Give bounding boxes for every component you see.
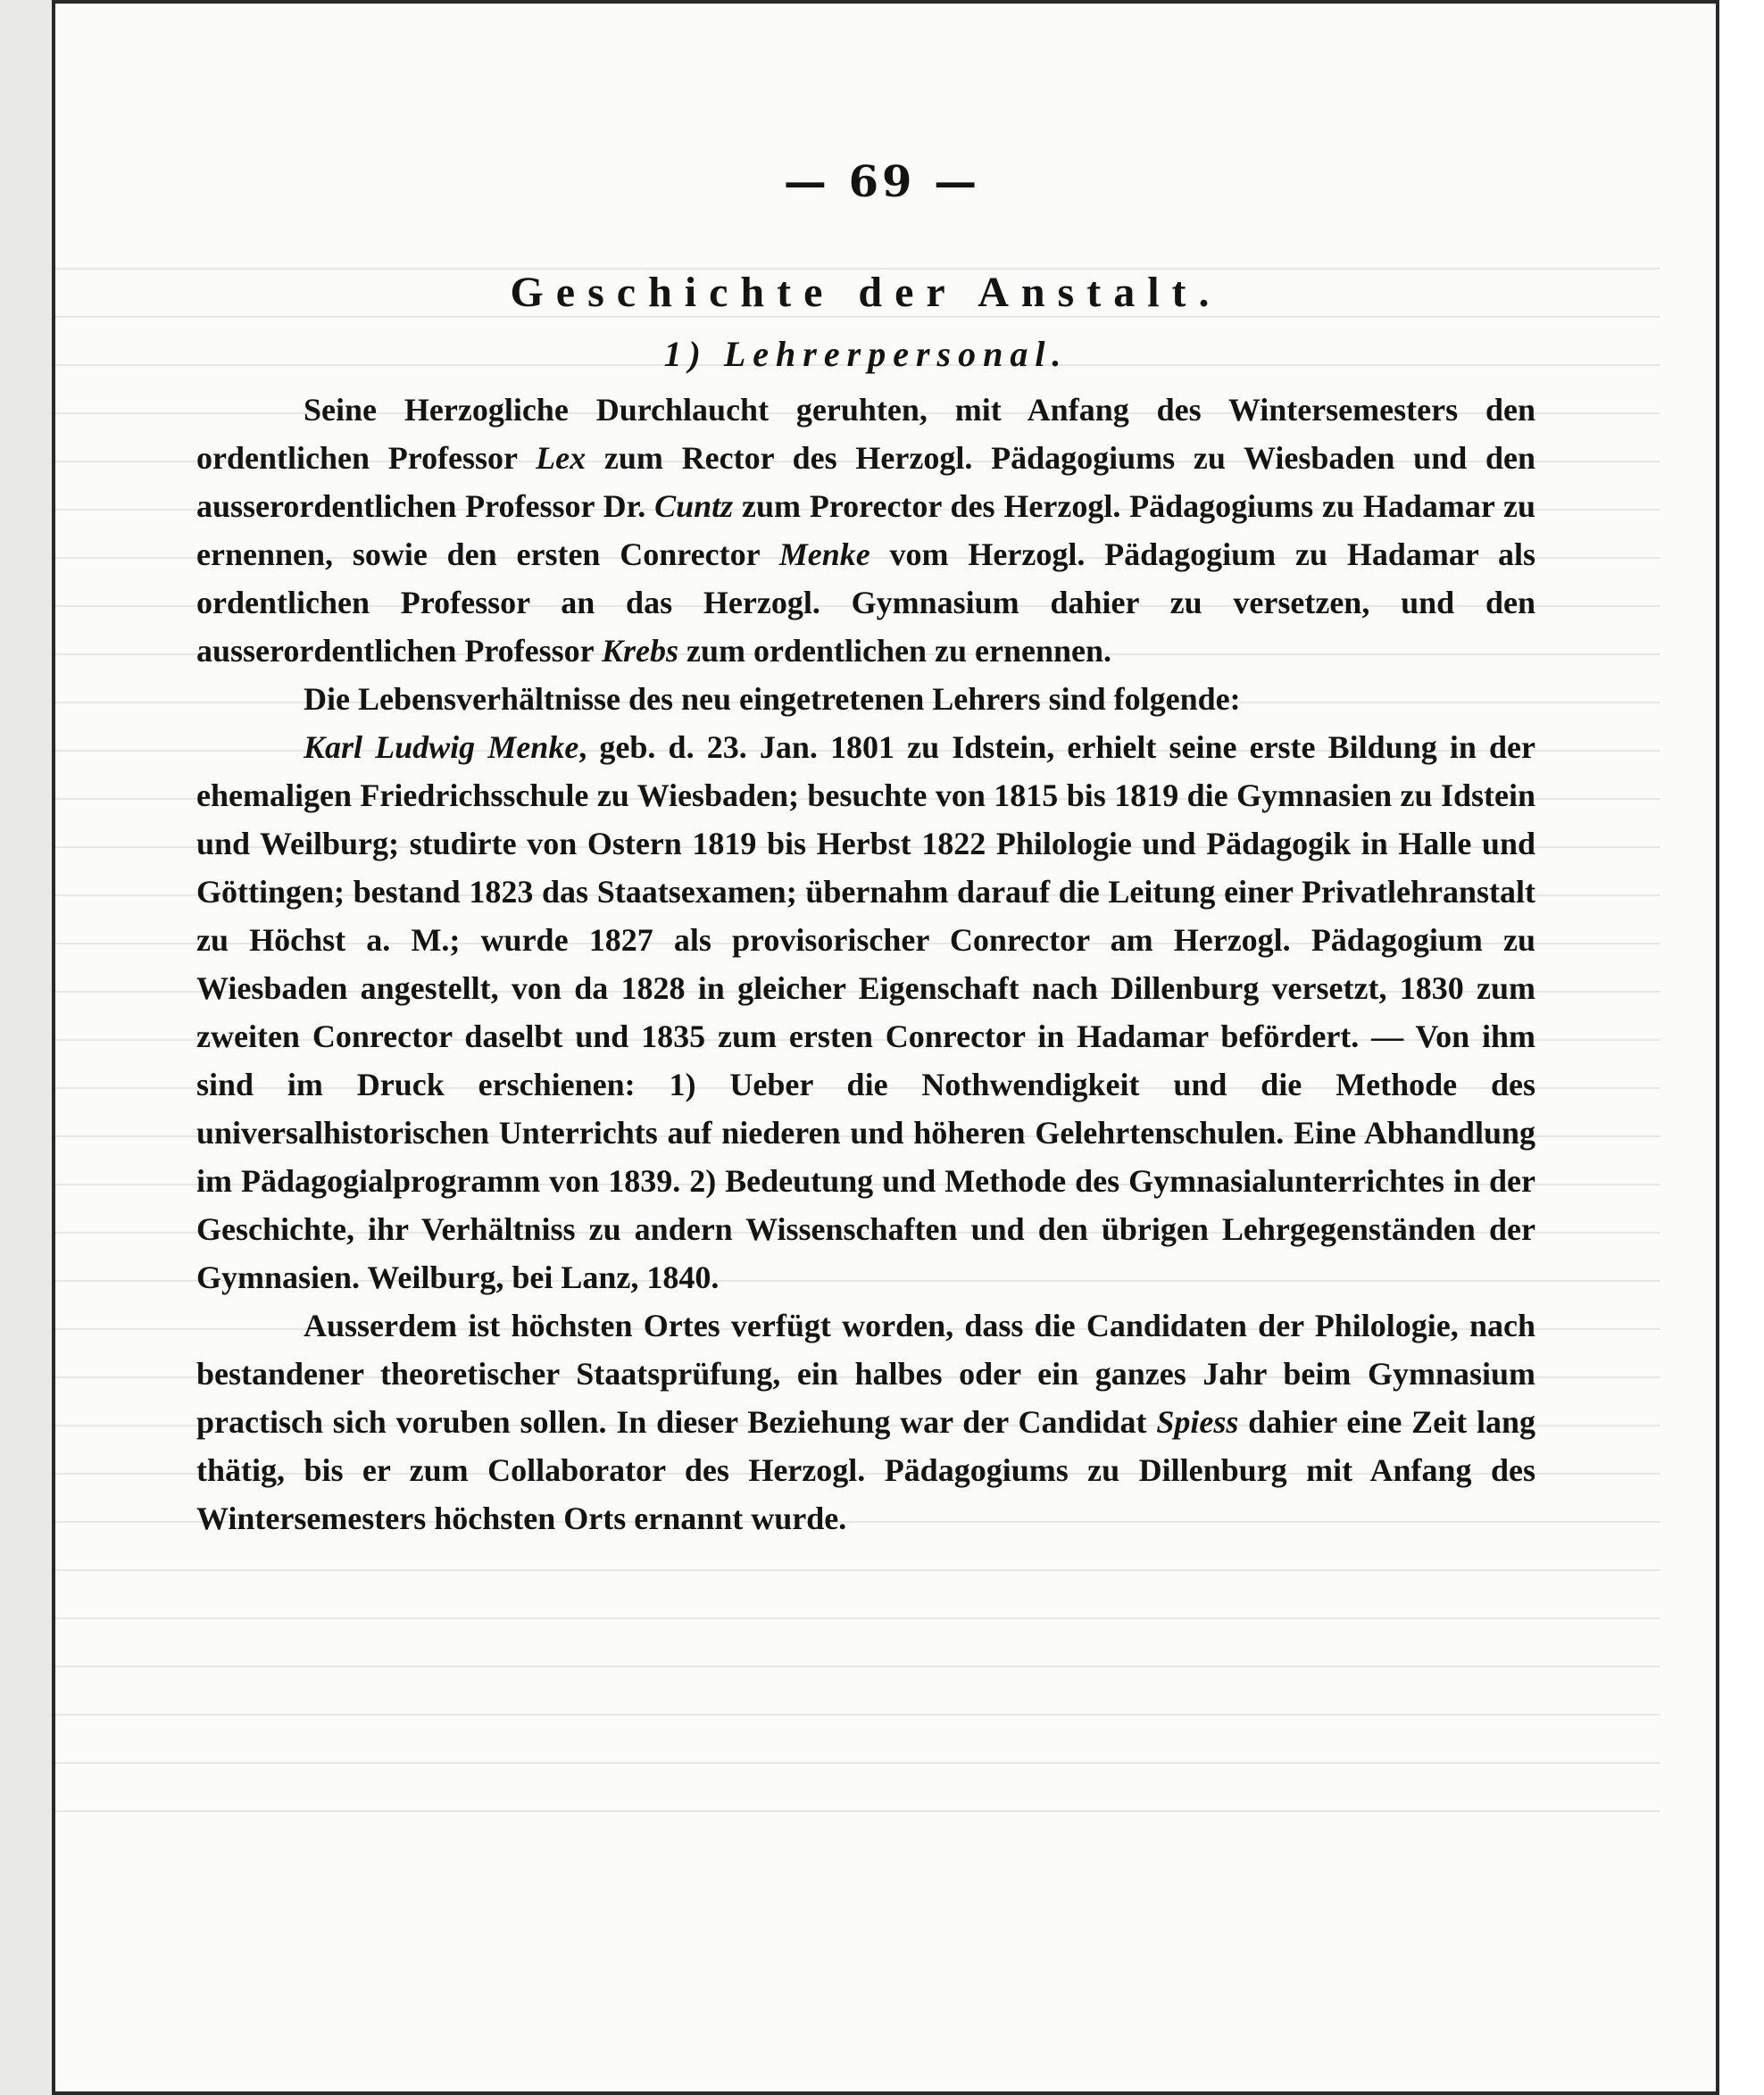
paragraph-intro-biography (196, 675, 1535, 723)
name-karl-ludwig-menke: Karl Ludwig Menke (304, 729, 579, 765)
text-block (196, 250, 1535, 1542)
subsection-title: 1) Lehrerpersonal. (663, 334, 1069, 374)
scan-left-margin (0, 0, 54, 2095)
paragraph-text: zum Rector des Herzogl. Pädagogiums zu Wiesbaden und den ausserordentlichen Professor Dr. (196, 440, 1536, 524)
section-title: Geschichte der Anstalt. (510, 269, 1222, 316)
paragraph-text: zum ordentlichen zu ernennen. (678, 633, 1111, 669)
page-number: — 69 — (783, 157, 981, 207)
paragraph-text: Seine Herzogliche Durchlaucht geruhten, mit Anfang des Wintersemesters den ordentlichen Professor (196, 392, 1535, 476)
name-cuntz: Cuntz (654, 488, 734, 524)
name-krebs: Krebs (601, 633, 678, 669)
paragraph-text: zum Prorector des Herzogl. Pädagogiums zu Hadamar zu ernennen, sowie den ersten Conrector (196, 488, 1535, 572)
name-lex: Lex (536, 440, 587, 476)
paragraph-candidates (196, 1301, 1535, 1542)
paragraph-text: , geb. d. 23. Jan. 1801 zu Idstein, erhielt seine erste Bildung in der ehemaligen Friedrichsschule zu Wiesbaden; besuchte von 1815 bis 1819 die Gymnasien zu Idstein und Weilburg; studirte von Ostern 1819 bis Herbst 1822 Philologie und Pädagogik in Halle und Göttingen; bestand 1823 das Staatsexamen; übernahm darauf die Leitung einer Privatlehranstalt zu Höchst a. M.; wurde 1827 als provisorischer Conrector am Herzogl. Pädagogium zu Wiesbaden angestellt, von da 1828 in gleicher Eigenschaft nach Dillenburg versetzt, 1830 zum zweiten Conrector daselbt und 1835 zum ersten Conrector in Hadamar befördert. — Von ihm sind im Druck erschienen: 1) Ueber die Nothwendigkeit und die Methode des universalhistorischen Unterrichts auf niederen und höheren Gelehrtenschulen. Eine Abhandlung im Pädagogialprogramm von 1839. 2) Bedeutung und Methode des Gymnasialunterrichtes in der Geschichte, ihr Verhältniss zu andern Wissenschaften und den übrigen Lehrgegenständen der Gymnasien. Weilburg, bei Lanz, 1840. (196, 729, 1535, 1295)
paragraph-text: Ausserdem ist höchsten Ortes verfügt worden, dass die Candidaten der Philologie, nach bestandener theoretischer Staatsprüfung, ein halbes oder ein ganzes Jahr beim Gymnasium practisch sich voruben sollen. In dieser Beziehung war der Candidat (196, 1308, 1535, 1440)
name-spiess: Spiess (1156, 1404, 1239, 1440)
paragraph-appointments (196, 386, 1535, 675)
paragraph-text: dahier eine Zeit lang thätig, bis er zum Collaborator des Herzogl. Pädagogiums zu Dillenburg mit Anfang des Wintersemesters höchsten Orts ernannt wurde. (196, 1404, 1535, 1536)
name-menke: Menke (778, 536, 870, 572)
paragraph-text: Die Lebensverhältnisse des neu eingetretenen Lehrers sind folgende: (304, 681, 1241, 717)
paragraph-biography-menke (196, 723, 1535, 1301)
paragraph-text: vom Herzogl. Pädagogium zu Hadamar als ordentlichen Professor an das Herzogl. Gymnasium dahier zu versetzen, und den ausserordentlichen Professor (196, 536, 1535, 669)
